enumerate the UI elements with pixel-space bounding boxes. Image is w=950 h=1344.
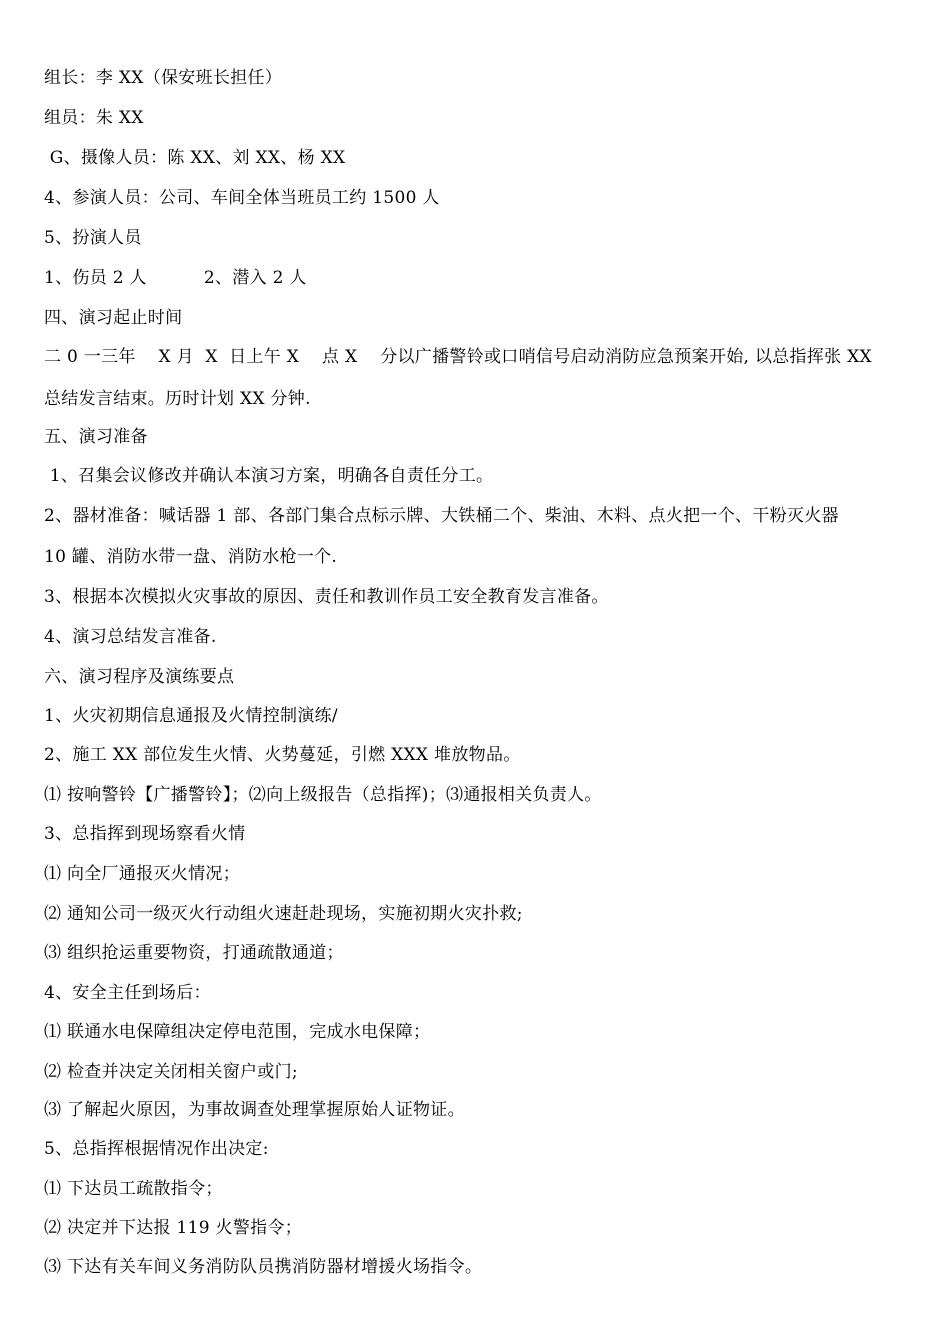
section-heading-preparation: 五、演习准备 — [44, 427, 148, 447]
text-line-prep-4: 4、演习总结发言准备. — [44, 627, 217, 647]
text-line-actors-heading: 5、扮演人员 — [44, 228, 142, 248]
text-line-proc-3-step-1: ⑴ 向全厂通报灭火情况； — [44, 864, 241, 884]
text-line-prep-2: 2、器材准备：喊话器 1 部、各部门集合点标示牌、大铁桶二个、柴油、木料、点火把一个、干粉灭火器 — [44, 506, 839, 526]
text-line-proc-5-step-3: ⑶ 下达有关车间义务消防队员携消防器材增援火场指令。 — [44, 1257, 483, 1277]
text-line-time-start: 二 0 一三年 X 月 X 日上午 X 点 X 分以广播警铃或口哨信号启动消防应急预案开始, 以总指挥张 XX — [44, 347, 872, 367]
text-line-proc-5-step-2: ⑵ 决定并下达报 119 火警指令； — [44, 1218, 303, 1238]
section-heading-time: 四、演习起止时间 — [44, 308, 183, 328]
text-line-proc-3-step-2: ⑵ 通知公司一级灭火行动组火速赶赴现场，实施初期火灾扑救; — [44, 904, 523, 924]
text-line-proc-4-step-2: ⑵ 检查并决定关闭相关窗户或门; — [44, 1062, 298, 1082]
text-line-proc-2: 2、施工 XX 部位发生火情、火势蔓延，引燃 XXX 堆放物品。 — [44, 745, 521, 765]
text-line-proc-3: 3、总指挥到现场察看火情 — [44, 824, 246, 844]
text-line-actors: 1、伤员 2 人 2、潜入 2 人 — [44, 268, 307, 288]
text-line-proc-5: 5、总指挥根据情况作出决定: — [44, 1139, 269, 1159]
text-line-proc-2-steps: ⑴ 按响警铃【广播警铃】；⑵向上级报告（总指挥)；⑶通报相关负责人。 — [44, 785, 602, 805]
section-heading-procedure: 六、演习程序及演练要点 — [44, 667, 235, 687]
text-line-proc-3-step-3: ⑶ 组织抢运重要物资，打通疏散通道； — [44, 943, 344, 963]
text-line-group-member: 组员：朱 XX — [44, 108, 144, 128]
text-line-proc-4-step-3: ⑶ 了解起火原因，为事故调查处理掌握原始人证物证。 — [44, 1100, 465, 1120]
text-line-proc-4: 4、安全主任到场后： — [44, 983, 211, 1003]
text-line-prep-1: 1、召集会议修改并确认本演习方案，明确各自责任分工。 — [44, 466, 494, 486]
text-line-proc-5-step-1: ⑴ 下达员工疏散指令； — [44, 1179, 223, 1199]
text-line-time-end: 总结发言结束。历时计划 XX 分钟. — [44, 389, 311, 409]
text-line-participants: 4、参演人员：公司、车间全体当班员工约 1500 人 — [44, 188, 440, 208]
text-line-proc-4-step-1: ⑴ 联通水电保障组决定停电范围，完成水电保障； — [44, 1022, 431, 1042]
text-line-camera-staff: G、摄像人员：陈 XX、刘 XX、杨 XX — [44, 148, 346, 168]
text-line-prep-3: 3、根据本次模拟火灾事故的原因、责任和教训作员工安全教育发言准备。 — [44, 587, 609, 607]
text-line-group-leader: 组长：李 XX（保安班长担任） — [44, 68, 283, 88]
text-line-prep-2-cont: 10 罐、消防水带一盘、消防水枪一个. — [44, 547, 338, 567]
text-line-proc-1: 1、火灾初期信息通报及火情控制演练/ — [44, 706, 338, 726]
